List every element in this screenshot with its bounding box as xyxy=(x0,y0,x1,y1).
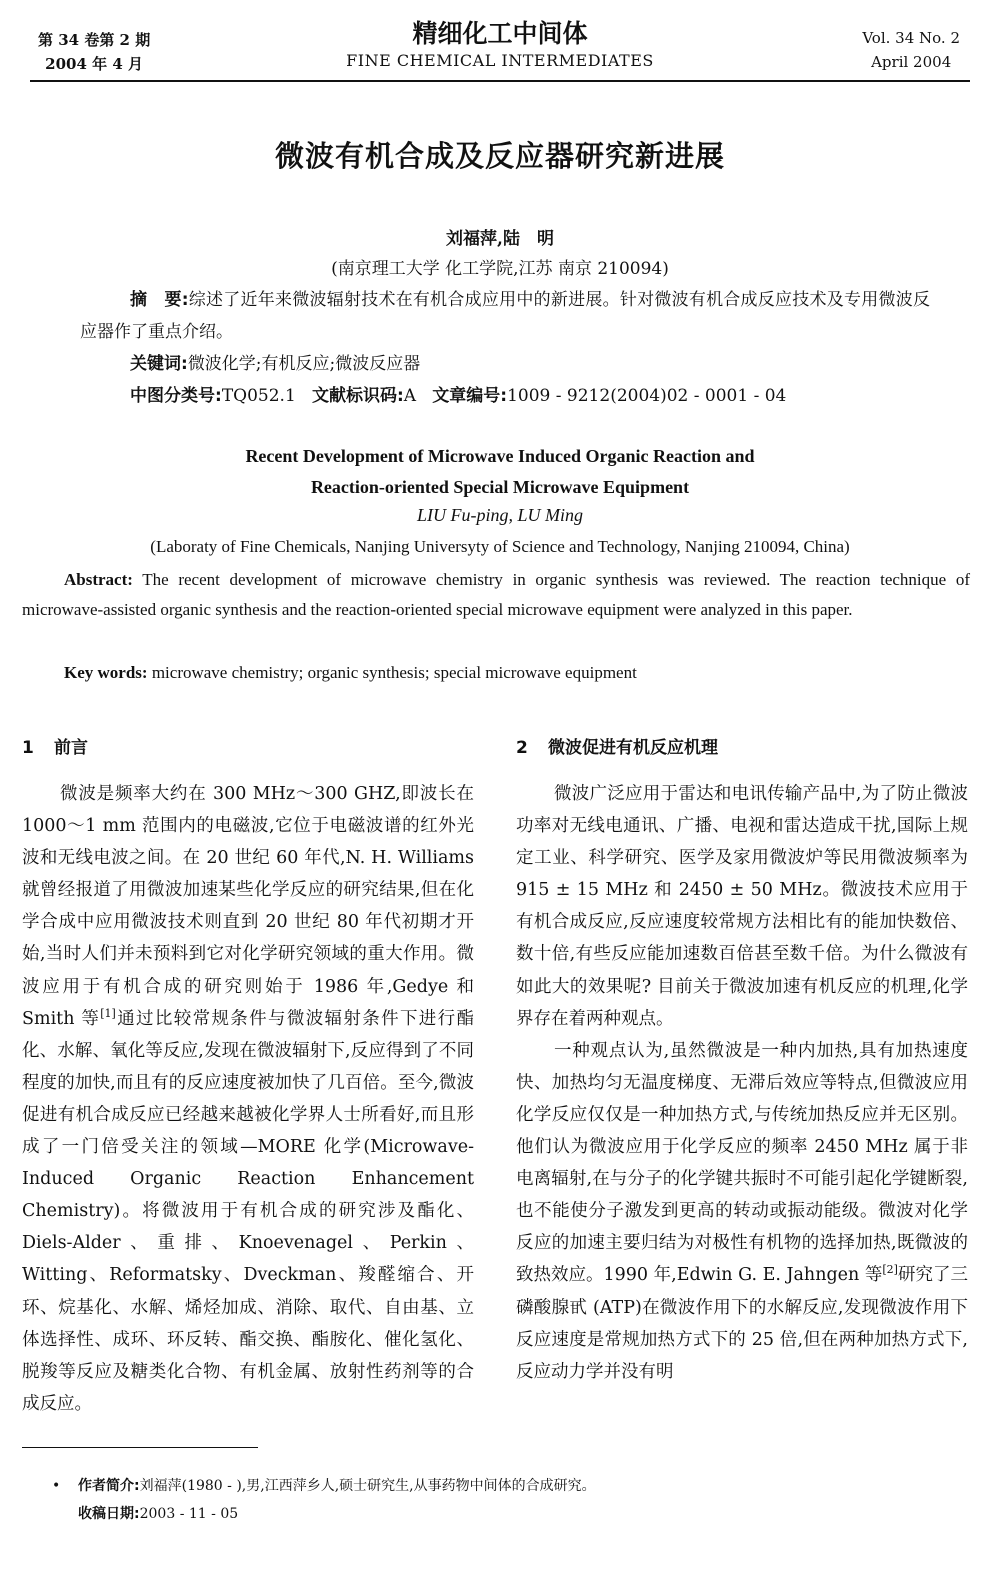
author-bio-text: 刘福萍(1980 - ),男,江西萍乡人,硕士研究生,从事药物中间体的合成研究。 xyxy=(139,1478,596,1494)
body-column-left xyxy=(22,732,474,1420)
abstract-en-text: The recent development of microwave chemistry in organic synthesis was reviewed. The reaction technique of microwave-assisted organic synthesis and the reaction-oriented special microwave equipment were analyzed in this paper. xyxy=(22,570,970,619)
footnote xyxy=(52,1472,596,1528)
volume-issue-en: Vol. 34 No. 2 xyxy=(862,29,960,47)
abstract-en xyxy=(22,565,970,625)
body-column-right xyxy=(516,732,968,1388)
paper-title-en-line2: Reaction-oriented Special Microwave Equipment xyxy=(310,477,690,497)
section-1-text-b: 通过比较常规条件与微波辐射条件下进行酯化、水解、氧化等反应,发现在微波辐射下,反应得到了不同程度的加快,而且有的反应速度被加快了几百倍。至今,微波促进有机合成反应已经越来越被化学界人士所看好,而且形成了一门倍受关注的领域—MORE 化学(Microwave-Induced Organic Reaction Enhancement Chemistry)。将微波用于有机合成的研究涉及酯化、Diels-Alder、重排、Knoevenagel、Perkin、Witting、Reformatsky、Dveckman、羧醛缩合、开环、烷基化、水解、烯烃加成、消除、取代、自由基、立体选择性、成环、环反转、酯交换、酯胺化、催化氢化、脱羧等反应及糖类化合物、有机金属、放射性药剂等的合成反应。 xyxy=(22,1008,475,1414)
received-date-value: 2003 - 11 - 05 xyxy=(139,1506,239,1522)
keywords-cn xyxy=(130,348,420,380)
received-date xyxy=(52,1500,596,1528)
clc-label: 中图分类号: xyxy=(130,386,222,406)
paper-title-cn: 微波有机合成及反应器研究新进展 xyxy=(274,139,725,173)
issue-info-en xyxy=(862,26,960,74)
section-2-number: 2 xyxy=(516,738,528,758)
abstract-cn xyxy=(80,284,930,348)
date-en: April 2004 xyxy=(871,53,952,71)
section-1-text-a: 微波是频率大约在 300 MHz～300 GHZ,即波长在 1000～1 mm 范围内的电磁波,它位于电磁波谱的红外光波和无线电波之间。在 20 世纪 60 年代,N. H. Williams 就曾经报道了用微波加速某些化学反应的研究结果,但在化学合成中应用微波技术则直到 20 世纪 80 年代初期才开始,当时人们并未预料到它对化学研究领域的重大作用。微波应用于有机合成的研究则始于 1986 年,Gedye 和 Smith 等 xyxy=(22,784,474,1029)
section-1-paragraph xyxy=(22,778,474,1420)
abstract-cn-label: 摘 要: xyxy=(130,290,189,310)
received-date-label: 收稿日期: xyxy=(78,1506,140,1522)
section-2-paragraph-2 xyxy=(516,1035,968,1388)
author-bio xyxy=(52,1472,596,1500)
keywords-en-text: microwave chemistry; organic synthesis; special microwave equipment xyxy=(151,663,637,682)
section-1-title: 前言 xyxy=(54,738,88,758)
doc-code-value: A xyxy=(403,386,417,406)
classification-line xyxy=(130,380,786,412)
section-2-title: 微波促进有机反应机理 xyxy=(548,738,718,758)
author-bio-label: 作者简介: xyxy=(78,1478,140,1494)
keywords-en xyxy=(64,658,637,688)
paper-title-en-line1: Recent Development of Microwave Induced Organic Reaction and xyxy=(245,446,755,466)
section-2-paragraph-1: 微波广泛应用于雷达和电讯传输产品中,为了防止微波功率对无线电通讯、广播、电视和雷达造成干扰,国际上规定工业、科学研究、医学及家用微波炉等民用微波频率为 915 ± 15 MHz 和 2450 ± 50 MHz。微波技术应用于有机合成反应,反应速度较常规方法相比有的能加快数倍、数十倍,有些反应能加速数百倍甚至数千倍。为什么微波有如此大的效果呢? 目前关于微波加速有机反应的机理,化学界存在着两种观点。 xyxy=(516,784,968,1029)
abstract-cn-text: 综述了近年来微波辐射技术在有机合成应用中的新进展。针对微波有机合成反应技术及专用微波反应器作了重点介绍。 xyxy=(80,290,930,342)
article-no-label: 文章编号: xyxy=(432,386,508,406)
keywords-cn-text: 微波化学;有机反应;微波反应器 xyxy=(187,354,421,374)
journal-name xyxy=(310,18,690,72)
section-2-heading xyxy=(516,732,968,764)
keywords-en-label: Key words: xyxy=(64,663,148,682)
keywords-cn-label: 关键词: xyxy=(130,354,188,374)
section-2-text-b: 研究了三磷酸腺甙 (ATP)在微波作用下的水解反应,发现微波作用下反应速度是常规加热方式下的 25 倍,但在两种加热方式下,反应动力学并没有明 xyxy=(516,1265,969,1382)
section-1-number: 1 xyxy=(22,738,34,758)
footnote-divider xyxy=(22,1447,258,1448)
journal-name-en: FINE CHEMICAL INTERMEDIATES xyxy=(346,51,654,70)
authors-cn: 刘福萍,陆 明 xyxy=(446,229,554,249)
volume-issue-cn: 第 34 卷第 2 期 xyxy=(38,31,151,49)
affiliation-cn: (南京理工大学 化工学院,江苏 南京 210094) xyxy=(331,259,669,279)
bullet-icon: • xyxy=(52,1478,61,1494)
date-cn: 2004 年 4 月 xyxy=(45,55,144,73)
affiliation-en: (Laboraty of Fine Chemicals, Nanjing Universyty of Science and Technology, Nanjing 210094, China) xyxy=(150,537,850,556)
authors-en: LIU Fu-ping, LU Ming xyxy=(417,505,583,525)
doc-code-label: 文献标识码: xyxy=(311,386,404,406)
article-no-value: 1009 - 9212(2004)02 - 0001 - 04 xyxy=(507,386,787,406)
section-1-heading xyxy=(22,732,474,764)
section-2-text-a: 一种观点认为,虽然微波是一种内加热,具有加热速度快、加热均匀无温度梯度、无滞后效应等特点,但微波应用化学反应仅仅是一种加热方式,与传统加热反应并无区别。他们认为微波应用于化学反应的频率 2450 MHz 属于非电离辐射,在与分子的化学键共振时不可能引起化学键断裂,也不能使分子激发到更高的转动或振动能级。微波对化学反应的加速主要归结为对极性有机物的选择加热,既微波的致热效应。1990 年,Edwin G. E. Jahngen 等 xyxy=(516,1040,968,1286)
citation-2: [2] xyxy=(882,1263,898,1277)
journal-name-cn: 精细化工中间体 xyxy=(412,19,588,48)
header-divider xyxy=(30,80,970,82)
clc-value: TQ052.1 xyxy=(221,386,296,406)
paper-title-en xyxy=(0,441,1000,503)
issue-info xyxy=(38,28,150,76)
citation-1: [1] xyxy=(100,1006,116,1020)
abstract-en-label: Abstract: xyxy=(64,570,133,589)
